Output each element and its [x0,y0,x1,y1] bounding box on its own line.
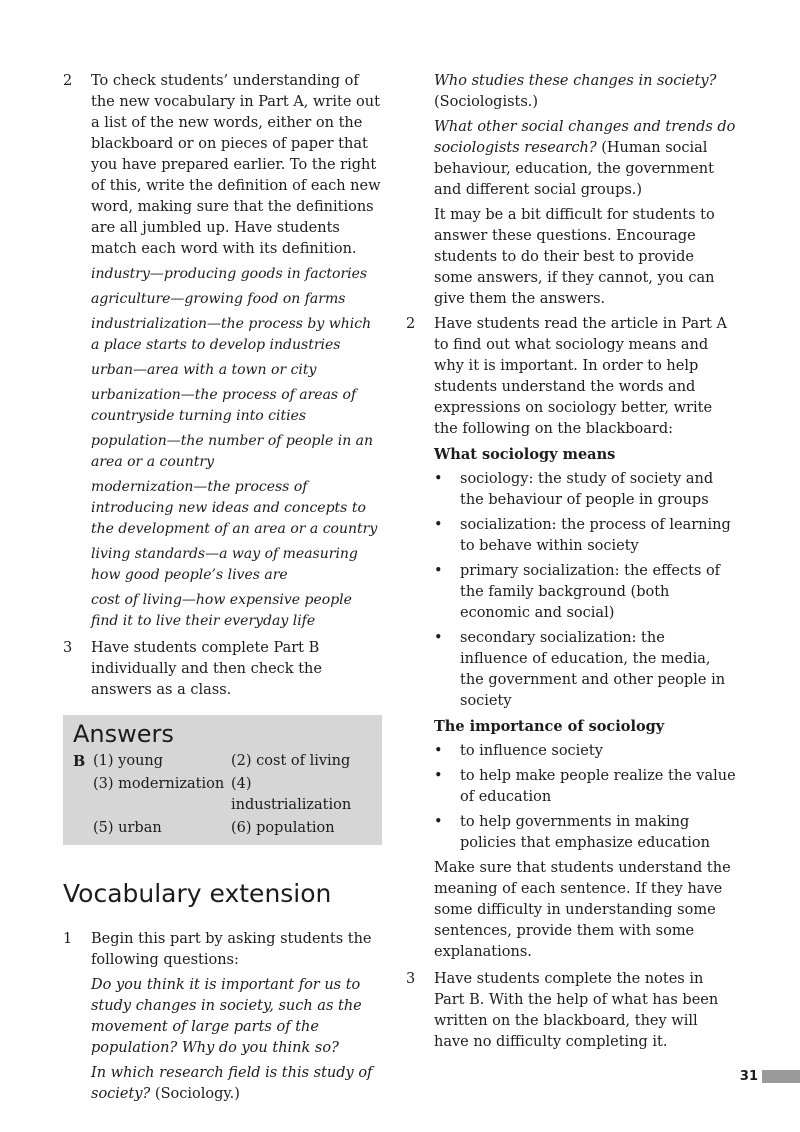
bullet-item: • to help make people realize the value of education [434,766,736,808]
question-3-answer: (Sociologists.) [434,94,539,110]
definition-item: modernization—the process of introducing new ideas and concepts to the development of an area or a country [91,479,378,537]
vocabulary-extension-heading: Vocabulary extension [63,879,332,908]
question-2-answer: (Sociology.) [150,1086,240,1102]
vocab-step-1-item [63,929,383,1105]
answers-box [63,715,382,845]
right-column [406,71,736,1059]
definition-item: living standards—a way of measuring how good people’s lives are [91,546,358,583]
step-number: 3 [63,640,73,656]
importance-of-sociology-list [434,741,736,854]
right-step-2-text: Have students read the article in Part A to find out what sociology means and why it is important. In order to help students understand the words and expressions on sociology better, write the following on the blackboard: [434,316,727,437]
question-1: Do you think it is important for us to study changes in society, such as the movement of large parts of the population? Why do you think so? [91,977,362,1056]
bullet-item: • socialization: the process of learning to behave within society [434,515,736,557]
question-2-text: In which research field is this study of society? [91,1065,373,1102]
answer-item: (6) population [231,820,335,836]
definition-item: population—the number of people in an area or a country [91,433,374,470]
step-number: 2 [406,316,416,332]
step-number: 1 [63,931,73,947]
definition-item: urban—area with a town or city [91,362,317,378]
step-2-item [63,71,383,632]
question-4-text: What other social changes and trends do sociologists research? [434,119,736,156]
bullet-item: • primary socialization: the effects of the family background (both economic and social) [434,561,736,624]
bullet-item: • sociology: the study of society and the behaviour of people in groups [434,469,736,511]
definitions-list [91,264,383,632]
answer-item: (5) urban [93,820,162,836]
bullet-item: • secondary socialization: the influence of education, the media, the government and other people in society [434,628,736,712]
continued-questions [406,71,736,310]
answer-item: (2) cost of living [231,753,351,769]
bullet-item: • to influence society [434,741,736,762]
step-number: 3 [406,971,416,987]
answers-title: Answers [73,720,174,748]
right-step-2-item [406,314,736,963]
right-step-3-text: Have students complete the notes in Part B. With the help of what has been written on the blackboard, they will have no difficulty completing it. [434,971,719,1050]
answers-part-label: B [73,753,86,770]
what-sociology-means-list [434,469,736,712]
what-sociology-means-heading: What sociology means [434,446,616,463]
page-number-bar [762,1070,800,1083]
question-3 [434,71,736,113]
question-4 [434,117,736,201]
definition-item: cost of living—how expensive people find it to live their everyday life [91,592,352,629]
importance-of-sociology-heading: The importance of sociology [434,718,665,735]
explanation-paragraph: Make sure that students understand the meaning of each sentence. If they have some difficulty in understanding some sentences, provide them with some explanations. [434,860,731,960]
definition-item: urbanization—the process of areas of countryside turning into cities [91,387,357,424]
definition-item: agriculture—growing food on farms [91,291,346,307]
answer-item: (3) modernization [93,776,225,792]
answer-item: (1) young [93,753,164,769]
step-number: 2 [63,73,73,89]
definition-item: industrialization—the process by which a place starts to develop industries [91,316,372,353]
page-number-text: 31 [739,1069,758,1084]
right-step-3-item [406,969,736,1053]
question-3-text: Who studies these changes in society? [434,73,717,89]
encouragement-paragraph: It may be a bit difficult for students to answer these questions. Encourage students to do their best to provide some answers, if they cannot, you can give them the answers. [434,207,715,307]
left-column [63,71,383,1111]
answer-item: (4) industrialization [231,776,352,813]
page-number [740,1066,800,1087]
answers-grid [73,751,372,839]
vocab-step-1-text: Begin this part by asking students the following questions: [91,931,372,968]
definition-item: industry—producing goods in factories [91,266,368,282]
question-2 [91,1063,383,1105]
step-3-item [63,638,383,701]
step-3-text: Have students complete Part B individually and then check the answers as a class. [91,640,322,698]
bullet-item: • to help governments in making policies that emphasize education [434,812,736,854]
step-2-text: To check students’ understanding of the new vocabulary in Part A, write out a list of the new words, either on the blackboard or on pieces of paper that you have prepared earlier. To the right of this, write the definition of each new word, making sure that the definitions are all jumbled up. Have students match each word with its definition. [91,73,381,257]
question-4-answer: (Human social behaviour, education, the government and different social groups.) [434,140,714,198]
